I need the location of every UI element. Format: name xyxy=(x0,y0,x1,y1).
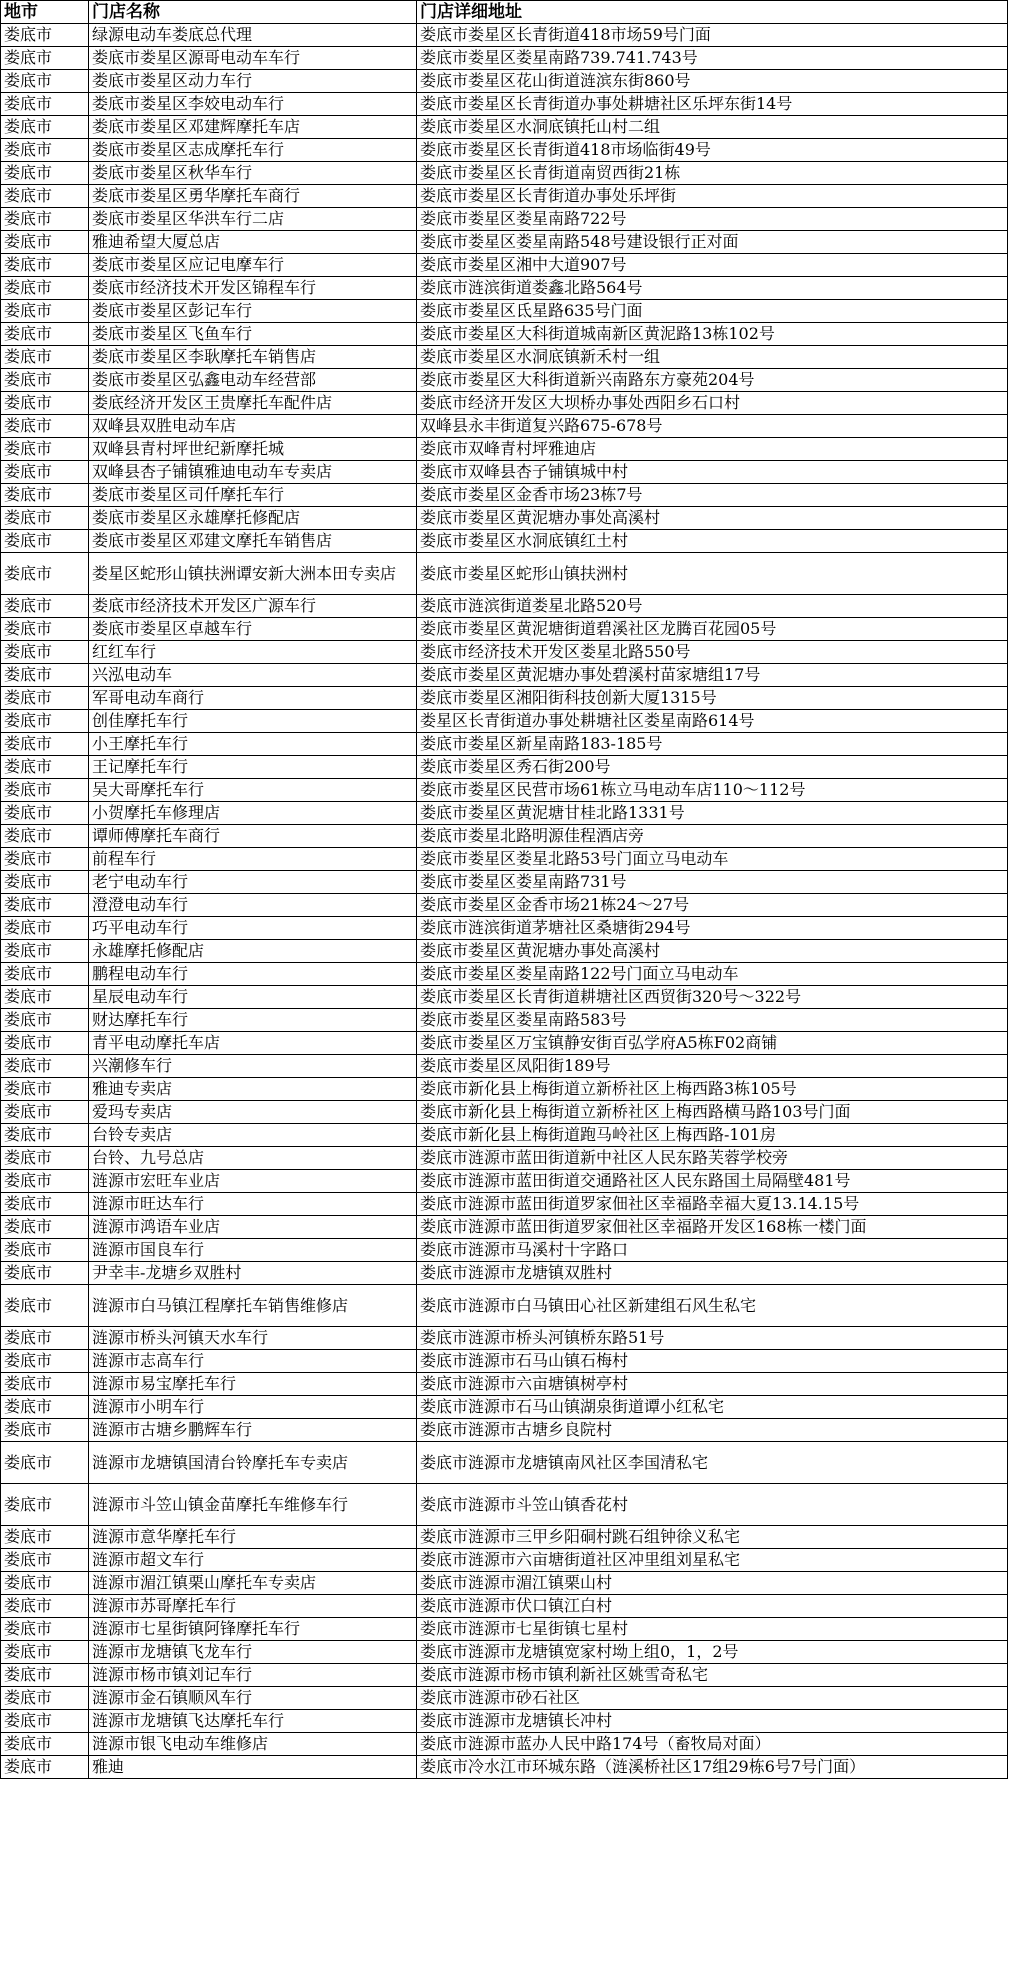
store-name-cell: 娄底市娄星区彭记车行 xyxy=(89,300,417,323)
city-cell: 娄底市 xyxy=(1,756,89,779)
city-cell: 娄底市 xyxy=(1,618,89,641)
city-cell: 娄底市 xyxy=(1,1055,89,1078)
table-row xyxy=(1,1216,1008,1239)
address-cell: 娄底市涟源市七星街镇七星村 xyxy=(417,1618,1008,1641)
address-cell: 娄底市娄星区娄星南路548号建设银行正对面 xyxy=(417,231,1008,254)
address-cell: 娄底市娄星区水洞底镇红土村 xyxy=(417,530,1008,553)
address-cell: 娄底市娄星区娄星北路53号门面立马电动车 xyxy=(417,848,1008,871)
address-cell: 娄底市娄星区黄泥塘办事处高溪村 xyxy=(417,940,1008,963)
store-name-cell: 涟源市龙塘镇国清台铃摩托车专卖店 xyxy=(89,1442,417,1484)
address-cell: 娄底市涟源市石马山镇石梅村 xyxy=(417,1350,1008,1373)
address-cell: 娄底市涟源市龙塘镇双胜村 xyxy=(417,1262,1008,1285)
address-cell: 娄底市涟源市蓝田街道罗家佃社区幸福路开发区168栋一楼门面 xyxy=(417,1216,1008,1239)
table-row xyxy=(1,185,1008,208)
table-body xyxy=(1,24,1008,1779)
city-cell: 娄底市 xyxy=(1,277,89,300)
address-cell: 娄底市涟滨街道娄鑫北路564号 xyxy=(417,277,1008,300)
table-row xyxy=(1,323,1008,346)
address-cell: 娄底市涟源市龙塘镇宽家村坳上组0，1，2号 xyxy=(417,1641,1008,1664)
city-cell: 娄底市 xyxy=(1,1396,89,1419)
store-name-cell: 兴泓电动车 xyxy=(89,664,417,687)
address-cell: 娄底市涟源市蓝田街道罗家佃社区幸福路幸福大夏13.14.15号 xyxy=(417,1193,1008,1216)
store-name-cell: 娄星区蛇形山镇扶洲谭安新大洲本田专卖店 xyxy=(89,553,417,595)
store-name-cell: 娄底市娄星区卓越车行 xyxy=(89,618,417,641)
store-name-cell: 涟源市杨市镇刘记车行 xyxy=(89,1664,417,1687)
city-cell: 娄底市 xyxy=(1,1373,89,1396)
city-cell: 娄底市 xyxy=(1,1618,89,1641)
store-name-cell: 雅迪 xyxy=(89,1756,417,1779)
city-cell: 娄底市 xyxy=(1,300,89,323)
table-row xyxy=(1,664,1008,687)
city-cell: 娄底市 xyxy=(1,641,89,664)
store-name-cell: 娄底市娄星区志成摩托车行 xyxy=(89,139,417,162)
store-name-cell: 涟源市湄江镇栗山摩托车专卖店 xyxy=(89,1572,417,1595)
address-cell: 娄底市经济技术开发区娄星北路550号 xyxy=(417,641,1008,664)
address-cell: 双峰县永丰街道复兴路675-678号 xyxy=(417,415,1008,438)
store-name-cell: 娄底市娄星区邓建辉摩托车店 xyxy=(89,116,417,139)
city-cell: 娄底市 xyxy=(1,530,89,553)
store-name-cell: 涟源市七星街镇阿锋摩托车行 xyxy=(89,1618,417,1641)
store-name-cell: 绿源电动车娄底总代理 xyxy=(89,24,417,47)
table-row xyxy=(1,1124,1008,1147)
header-city: 地市 xyxy=(1,1,89,24)
city-cell: 娄底市 xyxy=(1,733,89,756)
table-row xyxy=(1,277,1008,300)
city-cell: 娄底市 xyxy=(1,1484,89,1526)
city-cell: 娄底市 xyxy=(1,1170,89,1193)
address-cell: 娄底市娄星区大科街道城南新区黄泥路13栋102号 xyxy=(417,323,1008,346)
address-cell: 娄底市涟源市蓝田街道新中社区人民东路芙蓉学校旁 xyxy=(417,1147,1008,1170)
city-cell: 娄底市 xyxy=(1,24,89,47)
store-name-cell: 涟源市宏旺车业店 xyxy=(89,1170,417,1193)
address-cell: 娄底市娄星区长青街道办事处耕塘社区乐坪东街14号 xyxy=(417,93,1008,116)
address-cell: 娄底市涟源市石马山镇湖泉街道谭小红私宅 xyxy=(417,1396,1008,1419)
city-cell: 娄底市 xyxy=(1,940,89,963)
address-cell: 娄底市涟源市蓝办人民中路174号（畜牧局对面） xyxy=(417,1733,1008,1756)
store-name-cell: 涟源市斗笠山镇金苗摩托车维修车行 xyxy=(89,1484,417,1526)
city-cell: 娄底市 xyxy=(1,894,89,917)
city-cell: 娄底市 xyxy=(1,1595,89,1618)
store-name-cell: 鹏程电动车行 xyxy=(89,963,417,986)
store-name-cell: 涟源市龙塘镇飞达摩托车行 xyxy=(89,1710,417,1733)
city-cell: 娄底市 xyxy=(1,917,89,940)
store-name-cell: 涟源市旺达车行 xyxy=(89,1193,417,1216)
table-row xyxy=(1,1193,1008,1216)
store-name-cell: 涟源市金石镇顺风车行 xyxy=(89,1687,417,1710)
table-row xyxy=(1,1526,1008,1549)
table-row xyxy=(1,1373,1008,1396)
city-cell: 娄底市 xyxy=(1,93,89,116)
table-row xyxy=(1,208,1008,231)
table-row xyxy=(1,1572,1008,1595)
address-cell: 娄底市娄星区万宝镇静安街百弘学府A5栋F02商铺 xyxy=(417,1032,1008,1055)
store-name-cell: 爱玛专卖店 xyxy=(89,1101,417,1124)
table-row xyxy=(1,641,1008,664)
table-row xyxy=(1,1595,1008,1618)
store-name-cell: 雅迪专卖店 xyxy=(89,1078,417,1101)
city-cell: 娄底市 xyxy=(1,664,89,687)
address-cell: 娄底市娄星区新星南路183-185号 xyxy=(417,733,1008,756)
city-cell: 娄底市 xyxy=(1,1262,89,1285)
store-name-cell: 双峰县杏子铺镇雅迪电动车专卖店 xyxy=(89,461,417,484)
store-name-cell: 涟源市易宝摩托车行 xyxy=(89,1373,417,1396)
address-cell: 娄底市娄星区长青街道418市场59号门面 xyxy=(417,24,1008,47)
city-cell: 娄底市 xyxy=(1,185,89,208)
city-cell: 娄底市 xyxy=(1,1193,89,1216)
store-name-cell: 涟源市鸿语车业店 xyxy=(89,1216,417,1239)
table-row xyxy=(1,1101,1008,1124)
address-cell: 娄底市双峰县杏子铺镇城中村 xyxy=(417,461,1008,484)
table-row xyxy=(1,70,1008,93)
city-cell: 娄底市 xyxy=(1,484,89,507)
store-name-cell: 娄底市娄星区勇华摩托车商行 xyxy=(89,185,417,208)
table-row xyxy=(1,1419,1008,1442)
address-cell: 娄底市涟滨街道茅塘社区桑塘街294号 xyxy=(417,917,1008,940)
store-name-cell: 娄底市娄星区应记电摩车行 xyxy=(89,254,417,277)
store-name-cell: 青平电动摩托车店 xyxy=(89,1032,417,1055)
city-cell: 娄底市 xyxy=(1,1549,89,1572)
table-row xyxy=(1,553,1008,595)
city-cell: 娄底市 xyxy=(1,779,89,802)
city-cell: 娄底市 xyxy=(1,553,89,595)
table-row xyxy=(1,595,1008,618)
table-row xyxy=(1,848,1008,871)
store-name-cell: 娄底市娄星区李姣电动车行 xyxy=(89,93,417,116)
table-row xyxy=(1,116,1008,139)
header-address: 门店详细地址 xyxy=(417,1,1008,24)
address-cell: 娄底市涟源市三甲乡阳硐村跳石组钟徐义私宅 xyxy=(417,1526,1008,1549)
address-cell: 娄底市冷水江市环城东路（涟溪桥社区17组29栋6号7号门面） xyxy=(417,1756,1008,1779)
table-row xyxy=(1,47,1008,70)
city-cell: 娄底市 xyxy=(1,70,89,93)
address-cell: 娄底市娄星区长青街道418市场临街49号 xyxy=(417,139,1008,162)
address-cell: 娄底市娄星区水洞底镇新禾村一组 xyxy=(417,346,1008,369)
store-name-cell: 小王摩托车行 xyxy=(89,733,417,756)
address-cell: 娄底市新化县上梅街道立新桥社区上梅西路3栋105号 xyxy=(417,1078,1008,1101)
store-name-cell: 谭师傅摩托车商行 xyxy=(89,825,417,848)
store-name-cell: 双峰县双胜电动车店 xyxy=(89,415,417,438)
city-cell: 娄底市 xyxy=(1,710,89,733)
table-row xyxy=(1,1710,1008,1733)
address-cell: 娄底市娄星区黄泥塘办事处高溪村 xyxy=(417,507,1008,530)
store-name-cell: 星辰电动车行 xyxy=(89,986,417,1009)
table-row xyxy=(1,1239,1008,1262)
table-row xyxy=(1,461,1008,484)
address-cell: 娄底市娄星区娄星南路739.741.743号 xyxy=(417,47,1008,70)
table-row xyxy=(1,894,1008,917)
address-cell: 娄底市娄星区民营市场61栋立马电动车店110～112号 xyxy=(417,779,1008,802)
table-row xyxy=(1,687,1008,710)
city-cell: 娄底市 xyxy=(1,1442,89,1484)
store-name-cell: 涟源市龙塘镇飞龙车行 xyxy=(89,1641,417,1664)
store-name-cell: 娄底市娄星区李耿摩托车销售店 xyxy=(89,346,417,369)
city-cell: 娄底市 xyxy=(1,1641,89,1664)
address-cell: 娄底市娄星区秀石街200号 xyxy=(417,756,1008,779)
address-cell: 娄底市娄星区娄星南路122号门面立马电动车 xyxy=(417,963,1008,986)
address-cell: 娄底市娄星区黄泥塘街道碧溪社区龙腾百花园05号 xyxy=(417,618,1008,641)
table-row xyxy=(1,825,1008,848)
table-row xyxy=(1,1078,1008,1101)
table-row xyxy=(1,1442,1008,1484)
city-cell: 娄底市 xyxy=(1,1216,89,1239)
address-cell: 娄底市娄星区娄星南路722号 xyxy=(417,208,1008,231)
header-row xyxy=(1,1,1008,24)
address-cell: 娄底市娄星区湘中大道907号 xyxy=(417,254,1008,277)
table-row xyxy=(1,1009,1008,1032)
address-cell: 娄底市涟滨街道娄星北路520号 xyxy=(417,595,1008,618)
city-cell: 娄底市 xyxy=(1,47,89,70)
table-row xyxy=(1,871,1008,894)
address-cell: 娄底市娄星区花山街道涟滨东街860号 xyxy=(417,70,1008,93)
city-cell: 娄底市 xyxy=(1,139,89,162)
table-row xyxy=(1,1262,1008,1285)
table-row xyxy=(1,1664,1008,1687)
store-name-cell: 雅迪希望大厦总店 xyxy=(89,231,417,254)
address-cell: 娄底市娄星区金香市场23栋7号 xyxy=(417,484,1008,507)
store-name-cell: 涟源市国良车行 xyxy=(89,1239,417,1262)
address-cell: 娄底市涟源市白马镇田心社区新建组石风生私宅 xyxy=(417,1285,1008,1327)
address-cell: 娄底市涟源市龙塘镇南风社区李国清私宅 xyxy=(417,1442,1008,1484)
table-row xyxy=(1,963,1008,986)
store-name-cell: 永雄摩托修配店 xyxy=(89,940,417,963)
store-name-cell: 巧平电动车行 xyxy=(89,917,417,940)
city-cell: 娄底市 xyxy=(1,369,89,392)
store-name-cell: 涟源市白马镇江程摩托车销售维修店 xyxy=(89,1285,417,1327)
store-name-cell: 娄底市娄星区飞鱼车行 xyxy=(89,323,417,346)
store-name-cell: 娄底市娄星区弘鑫电动车经营部 xyxy=(89,369,417,392)
city-cell: 娄底市 xyxy=(1,392,89,415)
city-cell: 娄底市 xyxy=(1,1733,89,1756)
table-row xyxy=(1,369,1008,392)
city-cell: 娄底市 xyxy=(1,1572,89,1595)
store-name-cell: 尹幸丰-龙塘乡双胜村 xyxy=(89,1262,417,1285)
table-row xyxy=(1,484,1008,507)
address-cell: 娄底市涟源市湄江镇栗山村 xyxy=(417,1572,1008,1595)
address-cell: 娄底市娄星区水洞底镇托山村二组 xyxy=(417,116,1008,139)
city-cell: 娄底市 xyxy=(1,162,89,185)
store-name-cell: 娄底市娄星区动力车行 xyxy=(89,70,417,93)
address-cell: 娄底市新化县上梅街道立新桥社区上梅西路横马路103号门面 xyxy=(417,1101,1008,1124)
store-name-cell: 涟源市超文车行 xyxy=(89,1549,417,1572)
table-row xyxy=(1,756,1008,779)
table-row xyxy=(1,1170,1008,1193)
city-cell: 娄底市 xyxy=(1,1078,89,1101)
city-cell: 娄底市 xyxy=(1,1687,89,1710)
table-row xyxy=(1,779,1008,802)
city-cell: 娄底市 xyxy=(1,1710,89,1733)
city-cell: 娄底市 xyxy=(1,1285,89,1327)
header-store-name: 门店名称 xyxy=(89,1,417,24)
store-name-cell: 娄底市娄星区永雄摩托修配店 xyxy=(89,507,417,530)
address-cell: 娄底市涟源市砂石社区 xyxy=(417,1687,1008,1710)
city-cell: 娄底市 xyxy=(1,687,89,710)
address-cell: 娄底市娄星区长青街道耕塘社区西贸街320号～322号 xyxy=(417,986,1008,1009)
table-row xyxy=(1,24,1008,47)
store-name-cell: 老宁电动车行 xyxy=(89,871,417,894)
table-row xyxy=(1,1327,1008,1350)
address-cell: 娄底市娄星区娄星南路731号 xyxy=(417,871,1008,894)
address-cell: 娄底市娄星区金香市场21栋24～27号 xyxy=(417,894,1008,917)
address-cell: 娄底市娄星区长青街道办事处乐坪街 xyxy=(417,185,1008,208)
city-cell: 娄底市 xyxy=(1,871,89,894)
store-name-cell: 前程车行 xyxy=(89,848,417,871)
table-row xyxy=(1,300,1008,323)
city-cell: 娄底市 xyxy=(1,1327,89,1350)
address-cell: 娄底市娄星区凤阳街189号 xyxy=(417,1055,1008,1078)
address-cell: 娄底市娄星区蛇形山镇扶洲村 xyxy=(417,553,1008,595)
address-cell: 娄底市双峰青村坪雅迪店 xyxy=(417,438,1008,461)
table-row xyxy=(1,1549,1008,1572)
store-name-cell: 娄底市娄星区秋华车行 xyxy=(89,162,417,185)
store-name-cell: 涟源市志高车行 xyxy=(89,1350,417,1373)
city-cell: 娄底市 xyxy=(1,507,89,530)
table-row xyxy=(1,1055,1008,1078)
table-row xyxy=(1,530,1008,553)
city-cell: 娄底市 xyxy=(1,963,89,986)
table-row xyxy=(1,1350,1008,1373)
store-name-cell: 涟源市意华摩托车行 xyxy=(89,1526,417,1549)
address-cell: 娄底市涟源市六亩塘镇树亭村 xyxy=(417,1373,1008,1396)
table-row xyxy=(1,139,1008,162)
city-cell: 娄底市 xyxy=(1,1101,89,1124)
address-cell: 娄底市经济开发区大坝桥办事处西阳乡石口村 xyxy=(417,392,1008,415)
table-row xyxy=(1,162,1008,185)
address-cell: 娄底市娄星区娄星南路583号 xyxy=(417,1009,1008,1032)
city-cell: 娄底市 xyxy=(1,208,89,231)
table-row xyxy=(1,1147,1008,1170)
city-cell: 娄底市 xyxy=(1,116,89,139)
address-cell: 娄底市涟源市马溪村十字路口 xyxy=(417,1239,1008,1262)
store-name-cell: 红红车行 xyxy=(89,641,417,664)
city-cell: 娄底市 xyxy=(1,1664,89,1687)
table-row xyxy=(1,346,1008,369)
address-cell: 娄底市涟源市桥头河镇桥东路51号 xyxy=(417,1327,1008,1350)
store-name-cell: 娄底经济开发区王贵摩托车配件店 xyxy=(89,392,417,415)
table-row xyxy=(1,940,1008,963)
table-row xyxy=(1,733,1008,756)
store-name-cell: 涟源市桥头河镇天水车行 xyxy=(89,1327,417,1350)
store-name-cell: 娄底市经济技术开发区锦程车行 xyxy=(89,277,417,300)
city-cell: 娄底市 xyxy=(1,346,89,369)
address-cell: 娄底市涟源市龙塘镇长冲村 xyxy=(417,1710,1008,1733)
address-cell: 娄底市涟源市蓝田街道交通路社区人民东路国土局隔壁481号 xyxy=(417,1170,1008,1193)
table-row xyxy=(1,415,1008,438)
store-name-cell: 娄底市娄星区司仟摩托车行 xyxy=(89,484,417,507)
address-cell: 娄底市涟源市古塘乡良院村 xyxy=(417,1419,1008,1442)
city-cell: 娄底市 xyxy=(1,802,89,825)
city-cell: 娄底市 xyxy=(1,595,89,618)
table-row xyxy=(1,1756,1008,1779)
address-cell: 娄底市涟源市伏口镇江白村 xyxy=(417,1595,1008,1618)
table-row xyxy=(1,1641,1008,1664)
store-name-cell: 涟源市苏哥摩托车行 xyxy=(89,1595,417,1618)
table-row xyxy=(1,507,1008,530)
address-cell: 娄底市娄星区氐星路635号门面 xyxy=(417,300,1008,323)
address-cell: 娄底市娄星北路明源佳程酒店旁 xyxy=(417,825,1008,848)
city-cell: 娄底市 xyxy=(1,1032,89,1055)
table-row xyxy=(1,1687,1008,1710)
city-cell: 娄底市 xyxy=(1,461,89,484)
table-row xyxy=(1,1733,1008,1756)
city-cell: 娄底市 xyxy=(1,986,89,1009)
address-cell: 娄底市涟源市杨市镇利新社区姚雪奇私宅 xyxy=(417,1664,1008,1687)
address-cell: 娄底市新化县上梅街道跑马岭社区上梅西路-101房 xyxy=(417,1124,1008,1147)
address-cell: 娄底市涟源市斗笠山镇香花村 xyxy=(417,1484,1008,1526)
store-name-cell: 涟源市古塘乡鹏辉车行 xyxy=(89,1419,417,1442)
store-name-cell: 娄底市娄星区源哥电动车车行 xyxy=(89,47,417,70)
table-row xyxy=(1,1618,1008,1641)
table-row xyxy=(1,802,1008,825)
city-cell: 娄底市 xyxy=(1,1526,89,1549)
city-cell: 娄底市 xyxy=(1,438,89,461)
city-cell: 娄底市 xyxy=(1,1350,89,1373)
city-cell: 娄底市 xyxy=(1,1124,89,1147)
address-cell: 娄底市涟源市六亩塘街道社区冲里组刘星私宅 xyxy=(417,1549,1008,1572)
store-name-cell: 双峰县青村坪世纪新摩托城 xyxy=(89,438,417,461)
table-row xyxy=(1,254,1008,277)
table-row xyxy=(1,1285,1008,1327)
city-cell: 娄底市 xyxy=(1,415,89,438)
store-name-cell: 台铃、九号总店 xyxy=(89,1147,417,1170)
store-name-cell: 台铃专卖店 xyxy=(89,1124,417,1147)
store-name-cell: 兴潮修车行 xyxy=(89,1055,417,1078)
table-row xyxy=(1,1032,1008,1055)
table-row xyxy=(1,618,1008,641)
table-row xyxy=(1,1484,1008,1526)
store-name-cell: 娄底市经济技术开发区广源车行 xyxy=(89,595,417,618)
city-cell: 娄底市 xyxy=(1,254,89,277)
city-cell: 娄底市 xyxy=(1,1239,89,1262)
store-name-cell: 军哥电动车商行 xyxy=(89,687,417,710)
store-name-cell: 创佳摩托车行 xyxy=(89,710,417,733)
table-row xyxy=(1,93,1008,116)
table-row xyxy=(1,986,1008,1009)
store-name-cell: 吴大哥摩托车行 xyxy=(89,779,417,802)
address-cell: 娄底市娄星区长青街道南贸西街21栋 xyxy=(417,162,1008,185)
address-cell: 娄底市娄星区黄泥塘甘桂北路1331号 xyxy=(417,802,1008,825)
city-cell: 娄底市 xyxy=(1,231,89,254)
store-name-cell: 小贺摩托车修理店 xyxy=(89,802,417,825)
store-name-cell: 财达摩托车行 xyxy=(89,1009,417,1032)
store-name-cell: 涟源市银飞电动车维修店 xyxy=(89,1733,417,1756)
address-cell: 娄底市娄星区大科街道新兴南路东方豪苑204号 xyxy=(417,369,1008,392)
city-cell: 娄底市 xyxy=(1,1147,89,1170)
store-name-cell: 娄底市娄星区邓建文摩托车销售店 xyxy=(89,530,417,553)
table-row xyxy=(1,231,1008,254)
address-cell: 娄底市娄星区湘阳街科技创新大厦1315号 xyxy=(417,687,1008,710)
store-name-cell: 王记摩托车行 xyxy=(89,756,417,779)
table-row xyxy=(1,438,1008,461)
city-cell: 娄底市 xyxy=(1,1419,89,1442)
table-row xyxy=(1,392,1008,415)
store-name-cell: 涟源市小明车行 xyxy=(89,1396,417,1419)
address-cell: 娄底市娄星区黄泥塘办事处碧溪村苗家塘组17号 xyxy=(417,664,1008,687)
store-name-cell: 澄澄电动车行 xyxy=(89,894,417,917)
store-name-cell: 娄底市娄星区华洪车行二店 xyxy=(89,208,417,231)
table-row xyxy=(1,710,1008,733)
address-cell: 娄星区长青街道办事处耕塘社区娄星南路614号 xyxy=(417,710,1008,733)
table-row xyxy=(1,917,1008,940)
city-cell: 娄底市 xyxy=(1,848,89,871)
table-row xyxy=(1,1396,1008,1419)
city-cell: 娄底市 xyxy=(1,323,89,346)
city-cell: 娄底市 xyxy=(1,825,89,848)
city-cell: 娄底市 xyxy=(1,1756,89,1779)
city-cell: 娄底市 xyxy=(1,1009,89,1032)
